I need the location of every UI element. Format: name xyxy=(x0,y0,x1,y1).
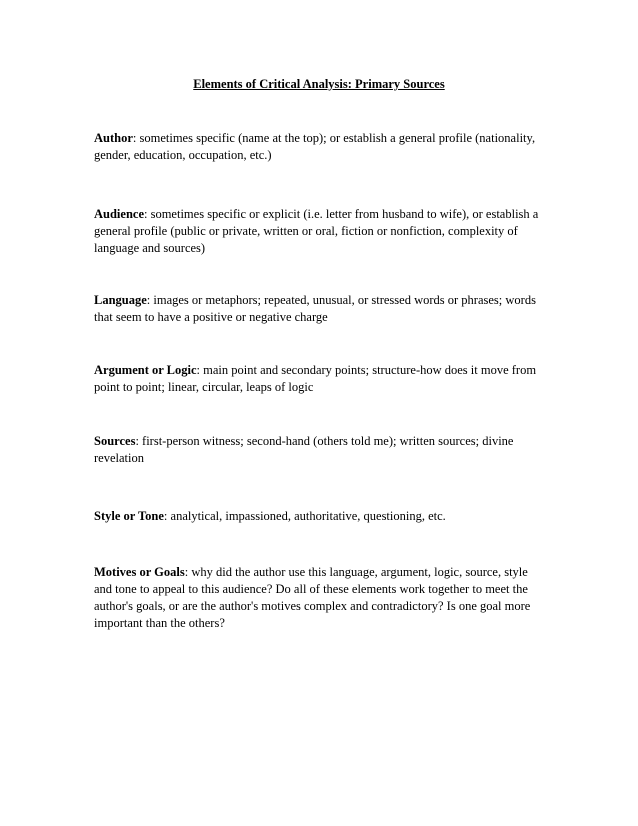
entry-text: : sometimes specific (name at the top); or establish a general profile (nationality, gender, education, occupation, etc.) xyxy=(94,131,536,162)
entry-audience xyxy=(94,206,544,257)
entry-author xyxy=(94,130,544,164)
entry-text: : first-person witness; second-hand (others told me); written sources; divine revelation xyxy=(94,434,514,465)
entry-text: : images or metaphors; repeated, unusual, or stressed words or phrases; words that seem to have a positive or negative charge xyxy=(94,293,536,324)
document-title: Elements of Critical Analysis: Primary Sources xyxy=(193,77,445,91)
entry-motives-or-goals xyxy=(94,564,544,632)
entry-style-or-tone xyxy=(94,508,544,525)
entry-term: Language xyxy=(94,293,147,307)
entry-text: : analytical, impassioned, authoritative, questioning, etc. xyxy=(163,509,446,523)
entry-text: : main point and secondary points; structure-how does it move from point to point; linear, circular, leaps of logic xyxy=(94,363,537,394)
entry-argument-or-logic xyxy=(94,362,544,396)
entry-text: : why did the author use this language, argument, logic, source, style and tone to appeal to this audience? Do all of these elements work together to meet the author's goals, or are the author's motives complex and contradictory? Is one goal more important than the others? xyxy=(94,565,531,630)
entry-term: Author xyxy=(94,131,133,145)
entry-text: : sometimes specific or explicit (i.e. letter from husband to wife), or establish a general profile (public or private, written or oral, fiction or nonfiction, complexity of language and sources) xyxy=(94,207,539,255)
entry-sources xyxy=(94,433,544,467)
entry-term: Sources xyxy=(94,434,136,448)
entry-term: Argument or Logic xyxy=(94,363,197,377)
entry-term: Motives or Goals xyxy=(94,565,185,579)
entry-term: Audience xyxy=(94,207,144,221)
entry-language xyxy=(94,292,544,326)
entry-term: Style or Tone xyxy=(94,509,164,523)
